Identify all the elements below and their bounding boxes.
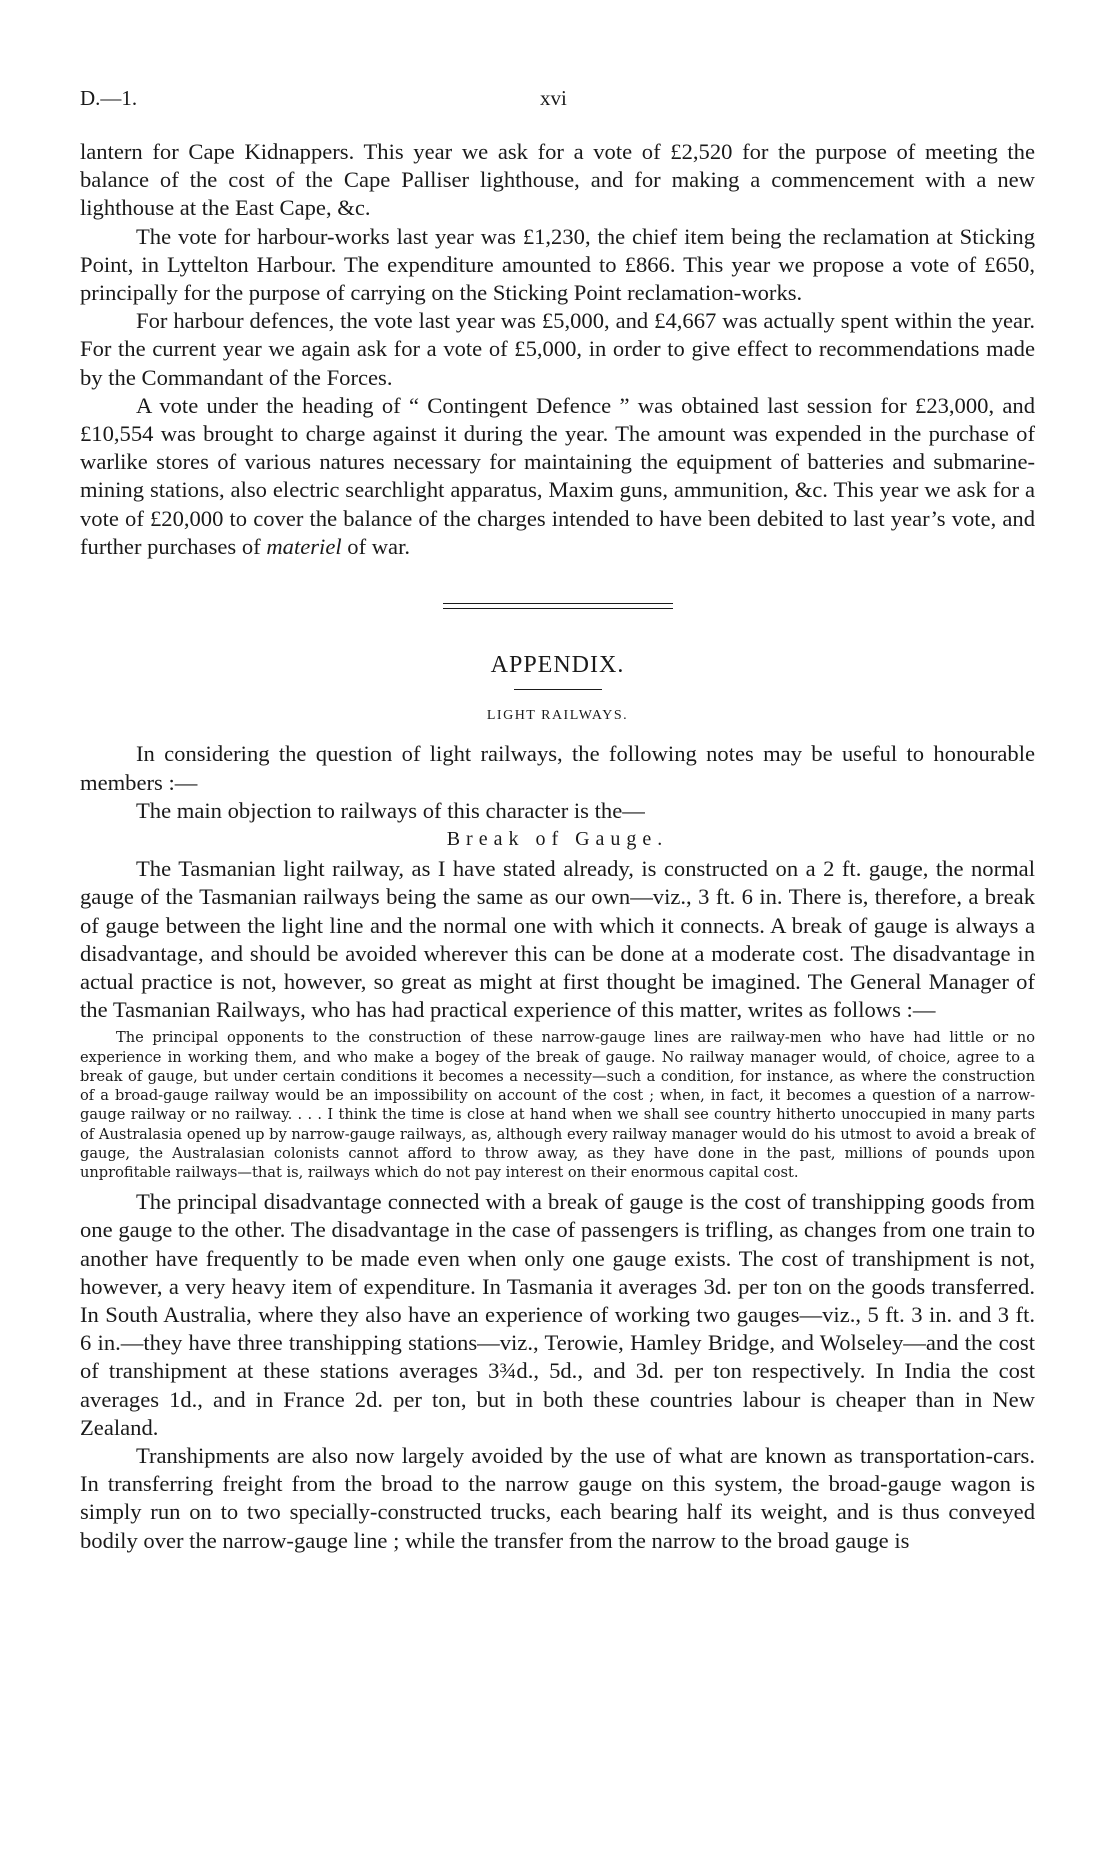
contingent-defence-text: A vote under the heading of “ Contingent Defence ” was obtained last session for £23,000, and £10,554 was brought to charge against it during the year. The amount was expended in the purchase of warlike stores of various natures necessary for maintaining the equipment of batteries and submarine-mining stations, also electric searchlight apparatus, Maxim guns, ammunition, &c. This year we ask for a vote of £20,000 to cover the balance of the charges intended to have been debited to last year’s vote, and further purchases of xyxy=(80,392,1035,559)
paragraph-lighthouses: lantern for Cape Kidnappers. This year we ask for a vote of £2,520 for the purpose of meeting the balance of the cost of the Cape Palliser lighthouse, and for making a commencement with a new lighthouse at the East Cape, &c. xyxy=(80,139,1035,221)
page-number: xvi xyxy=(540,86,567,110)
document-reference: D.—1. xyxy=(80,86,138,110)
section-title: LIGHT RAILWAYS. xyxy=(486,708,629,724)
appendix-objection: The main objection to railways of this character is the— xyxy=(136,797,645,823)
appendix-title: APPENDIX. xyxy=(490,652,625,679)
page-header xyxy=(80,86,1035,116)
paragraph-transhipping-cost: The principal disadvantage connected with a break of gauge is the cost of transhipping goods from one gauge to the other. The disadvantage in the case of passengers is trifling, as changes from one train to another have frequently to be made even when only one gauge exists. The cost of transhipment is not, however, a very heavy item of expenditure. In Tasmania it averages 3d. per ton on the goods transferred. In South Australia, where they also have an experience of working two gauges—viz., 5 ft. 3 in. and 3 ft. 6 in.—they have three transhipping stations—viz., Terowie, Hamley Bridge, and Wolseley—and the cost of transhipment at these stations averages 3¾d., 5d., and 3d. per ton respectively. In India the cost averages 1d., and in France 2d. per ton, but in both these countries labour is cheaper than in New Zealand. xyxy=(80,1189,1035,1440)
divider-line xyxy=(443,608,673,613)
contingent-defence-end: of war. xyxy=(341,533,411,559)
quote-text: The principal opponents to the construction of these narrow-gauge lines are railway-men who have had little or no experience in working them, and who make a bogey of the break of gauge. No railway manager would, of choice, agree to a break of gauge, but under certain conditions it becomes a necessity—such a condition, for instance, as where the construction of a broad-gauge railway would be an impossibility on account of the cost ; when, in fact, it becomes a question of a narrow-gauge railway or no railway. . . . I think the time is close at hand when we shall see country hitherto unoccupied in many parts of Australasia opened up by narrow-gauge railways, as, although every railway manager would do his utmost to avoid a break of gauge, the Australasian colonists cannot afford to throw away, as they have done in the past, millions of pounds upon unprofitable railways—that is, railways which do not pay interest on their enormous capital cost. xyxy=(80,1029,1035,1181)
appendix-rule xyxy=(514,689,602,690)
paragraph-contingent-defence xyxy=(80,392,1035,561)
body-text xyxy=(80,138,1035,1555)
subsection-heading: Break of Gauge. xyxy=(446,828,669,851)
appendix-intro: In considering the question of light railways, the following notes may be useful to honourable members :— xyxy=(80,741,1035,795)
paragraph-harbour-defences: For harbour defences, the vote last year was £5,000, and £4,667 was actually spent within the year. For the current year we again ask for a vote of £5,000, in order to give effect to recommendations made by the Commandant of the Forces. xyxy=(80,308,1035,390)
materiel-italic: materiel xyxy=(266,533,342,559)
document-page xyxy=(80,86,1035,1555)
paragraph-tasmanian-railway: The Tasmanian light railway, as I have stated already, is constructed on a 2 ft. gauge, the normal gauge of the Tasmanian railways being the same as our own—viz., 3 ft. 6 in. There is, therefore, a break of gauge between the light line and the normal one with which it connects. A break of gauge is always a disadvantage, and should be avoided wherever this can be done at a moderate cost. The disadvantage in actual practice is not, however, so great as might at first thought be imagined. The General Manager of the Tasmanian Railways, who has had practical experience of this matter, writes as follows :— xyxy=(80,856,1035,1023)
paragraph-harbour-works: The vote for harbour-works last year was £1,230, the chief item being the reclamation at Sticking Point, in Lyttelton Harbour. The expenditure amounted to £866. This year we propose a vote of £650, principally for the purpose of carrying on the Sticking Point reclamation-works. xyxy=(80,223,1035,306)
section-divider xyxy=(443,603,673,613)
block-quote xyxy=(80,1028,1035,1182)
paragraph-transportation-cars: Transhipments are also now largely avoided by the use of what are known as transportation-cars. In transferring freight from the broad to the narrow gauge on this system, the broad-gauge wagon is simply run on to two specially-constructed trucks, each bearing half its weight, and is thus conveyed bodily over the narrow-gauge line ; while the transfer from the narrow to the broad gauge is xyxy=(80,1442,1035,1553)
